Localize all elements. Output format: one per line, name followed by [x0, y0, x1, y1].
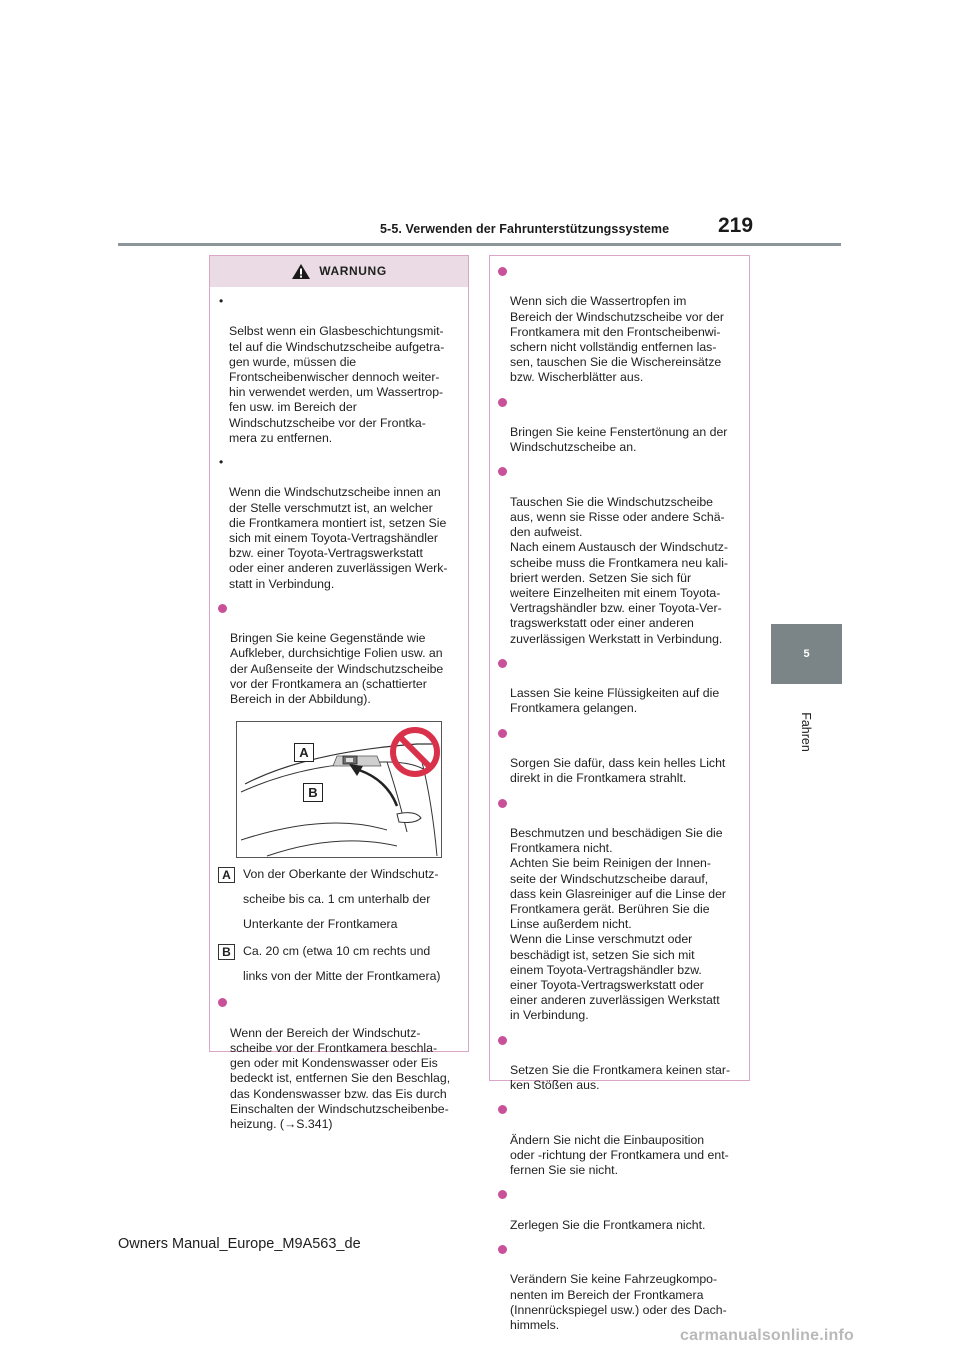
bullet-circle-icon [498, 799, 507, 808]
list-item [218, 995, 458, 1132]
header-divider [118, 243, 841, 246]
warning-box [209, 255, 469, 1131]
list-item [498, 1187, 739, 1233]
warning-label: WARNUNG [319, 263, 387, 278]
list-item-text: Verändern Sie keine Fahrzeugkompo- nenten im Bereich der Frontkamera (Innenrückspiegel usw.) oder des Dach- himmels. [510, 1272, 727, 1332]
list-item-text: Tauschen Sie die Windschutzscheibe aus, wenn sie Risse oder andere Schä- den aufweist. Nach einem Austausch der Windschutz- scheibe muss die Frontkamera neu kali- briert werden. Setzen Sie sich für weitere Einzelheiten mit einem Toyota- Vertragshändler bzw. einer Toyota-Ver- tragswerkstatt oder einer anderen zuverlässigen Werkstatt in Verbindung. [510, 494, 729, 646]
list-item [218, 455, 458, 592]
list-item-text: Bringen Sie keine Fenstertönung an der Windschutzscheibe an. [510, 425, 728, 455]
bullet-circle-icon [498, 659, 507, 668]
list-item [498, 264, 739, 386]
list-item [498, 656, 739, 717]
list-item-text: Bringen Sie keine Gegenstände wie Aufkleber, durchsichtige Folien usw. an der Außenseite der Windschutzscheibe vor der Frontkamera an (schattierter Bereich in der Abbildung). [230, 631, 444, 707]
legend-text-b: Ca. 20 cm (etwa 10 cm rechts und links von der Mitte der Frontkamera) [243, 944, 441, 984]
label-a-text: A [299, 745, 309, 761]
label-a-box [294, 743, 314, 762]
bullet-circle-icon [498, 1105, 507, 1114]
bullet-circle-icon [498, 1190, 507, 1199]
bullet-circle-icon [218, 998, 227, 1007]
bullet-circle-icon [498, 729, 507, 738]
manual-id: Owners Manual_Europe_M9A563_de [118, 1236, 361, 1252]
bullet-circle-icon [498, 1245, 507, 1254]
legend-row [218, 866, 458, 937]
list-item-text: Wenn der Bereich der Windschutz- scheibe vor der Frontkamera beschla- gen oder mit Kondenswasser oder Eis bedeckt ist, entfernen Sie den Beschlag, das Kondenswasser bzw. das Eis durch Einschalten der Windschutzscheibenbe- heizung. (→S.341) [230, 1025, 451, 1131]
warning-triangle-icon [291, 263, 311, 280]
list-item-text: Setzen Sie die Frontkamera keinen star- ken Stößen aus. [510, 1062, 731, 1093]
list-item-text: Ändern Sie nicht die Einbauposition oder -richtung der Frontkamera und ent- fernen Sie sie nicht. [510, 1132, 729, 1178]
bullet-icon: • [219, 455, 224, 470]
list-item-text: Wenn die Windschutzscheibe innen an der Stelle verschmutzt ist, an welcher die Frontkamera montiert ist, setzen Sie sich mit einem Toyota-Vertragshändler bzw. einer Toyota-Vertragswerkstatt oder einer anderen zuverlässigen Werk- statt in Verbindung. [229, 485, 448, 591]
bullet-icon: • [219, 294, 224, 308]
chapter-tab[interactable] [771, 624, 842, 684]
bullet-circle-icon [218, 604, 227, 613]
bullet-circle-icon [498, 267, 507, 276]
list-item [218, 294, 458, 446]
windshield-drawing [237, 722, 441, 857]
bullet-circle-icon [498, 398, 507, 407]
warning-box-continued [489, 255, 750, 1332]
list-item [498, 1242, 739, 1333]
chapter-label-text: Fahren [798, 712, 813, 752]
list-item [498, 1033, 739, 1094]
label-b-box [303, 783, 323, 802]
legend-text-a: Von der Oberkante der Windschutz- scheibe bis ca. 1 cm unterhalb der Unterkante der Frontkamera [243, 867, 439, 932]
list-item-text: Selbst wenn ein Glasbeschichtungsmit- tel auf die Windschutzscheibe aufgetra- gen wurde, müssen die Frontscheibenwischer dennoch weiter- hin verwendet werden, um Wassertrop- fen usw. im Bereich der Windschutzscheibe vor der Frontka- mera zu entfernen. [229, 324, 445, 445]
list-item-text: Zerlegen Sie die Frontkamera nicht. [510, 1217, 706, 1232]
list-item-text: Lassen Sie keine Flüssigkeiten auf die Frontkamera gelangen. [510, 686, 720, 716]
legend-row [218, 943, 458, 989]
list-item-text: Sorgen Sie dafür, dass kein helles Licht direkt in die Frontkamera strahlt. [510, 756, 726, 786]
chapter-label [770, 706, 842, 758]
watermark: carmanualsonline.info [680, 1327, 855, 1344]
list-item [498, 796, 739, 1024]
label-b-text: B [308, 785, 318, 801]
list-item-text: Wenn sich die Wassertropfen im Bereich der Windschutzscheibe vor der Frontkamera mit den Frontscheibenwi- schern nicht vollständig entfernen las- sen, tauschen Sie die Wischereinsätze bzw. Wischerblätter aus. [510, 294, 724, 385]
list-item [498, 464, 739, 646]
list-item [498, 726, 739, 787]
list-item-text: Beschmutzen und beschädigen Sie die Frontkamera nicht. Achten Sie beim Reinigen der Innen- seite der Windschutzscheibe darauf, dass kein Glasreiniger auf die Linse der Frontkamera gerät. Berühren Sie die Linse außerdem nicht. Wenn die Linse verschmutzt oder beschädigt ist, setzen Sie sich mit einem Toyota-Vertragshändler bzw. einer Toyota-Vertragswerkstatt oder einer anderen zuverlässigen Werkstatt in Verbindung. [510, 825, 727, 1023]
legend-letter-b: B [218, 944, 235, 960]
legend-letter-a: A [218, 867, 235, 883]
bullet-circle-icon [498, 467, 507, 476]
list-item [498, 395, 739, 456]
windshield-camera-illustration [236, 721, 442, 858]
page-number: 219 [718, 214, 754, 237]
list-item [498, 1102, 739, 1178]
section-title: 5-5. Verwenden der Fahrunterstützungssysteme [380, 222, 670, 236]
chapter-number: 5 [803, 648, 810, 660]
list-item [218, 601, 458, 707]
bullet-circle-icon [498, 1036, 507, 1045]
warning-header [210, 256, 468, 287]
